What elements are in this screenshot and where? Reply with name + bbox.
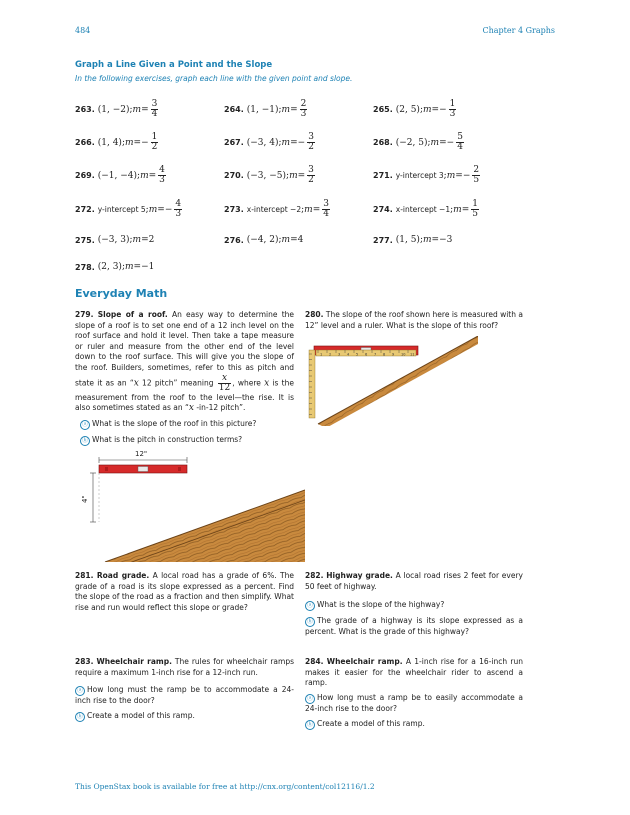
equals: = <box>297 170 306 181</box>
height-label: 4" <box>81 495 89 503</box>
exercise-265 <box>373 100 457 119</box>
intercept-text: y-intercept 3 <box>395 171 444 180</box>
ruler-vertical <box>309 350 315 418</box>
equals: = <box>290 104 298 115</box>
separator: ; <box>443 170 447 181</box>
frac-den: 5 <box>472 209 478 219</box>
label-a-icon: ⓐ <box>81 421 88 428</box>
ruler-tick-label: 2 <box>329 352 332 357</box>
negative-sign: − <box>439 104 447 115</box>
point: (−2, 5) <box>395 137 428 148</box>
frac-num: 3 <box>151 99 158 109</box>
separator: ; <box>450 204 454 215</box>
intercept-text: x-intercept −2 <box>246 205 302 214</box>
equals: = <box>290 235 298 245</box>
slope-fraction <box>307 133 315 152</box>
separator: ; <box>121 137 125 148</box>
exercise-278 <box>75 262 154 272</box>
frac-num: 1 <box>449 99 456 109</box>
intercept-text: y-intercept 5 <box>97 205 146 214</box>
exercise-282 <box>305 571 523 592</box>
separator: ; <box>427 137 431 148</box>
slope-var: m <box>446 170 456 181</box>
exercise-number: 269. <box>75 171 95 180</box>
exercise-text: A 1-inch rise for a 16-inch run makes it easier for the wheelchair rider to ascend a ramp. <box>305 657 523 688</box>
frac-den: 2 <box>151 142 158 152</box>
exercise-273 <box>224 200 331 219</box>
exercise-number: 284. <box>305 657 324 666</box>
separator: ; <box>301 204 305 215</box>
slope-var: m <box>125 137 134 148</box>
exercise-number: 267. <box>224 138 244 147</box>
equals: = <box>290 137 298 148</box>
exercise-number: 263. <box>75 105 95 114</box>
exercise-text: is <box>269 378 279 388</box>
slope-var: m <box>140 170 149 181</box>
frac-num: 5 <box>457 132 463 142</box>
point: (1, −2) <box>97 104 130 115</box>
exercise-title: Wheelchair ramp. <box>96 657 172 666</box>
frac-den: 3 <box>300 109 307 119</box>
frac-num: 3 <box>308 165 314 175</box>
exercise-270 <box>224 166 316 185</box>
frac-num: 1 <box>472 199 478 209</box>
math-var: x <box>133 378 139 389</box>
separator: ; <box>419 235 423 245</box>
exercise-title: Wheelchair ramp. <box>326 657 403 666</box>
fraction <box>218 374 231 393</box>
slope-var: m <box>281 137 291 148</box>
slope-var: m <box>132 235 142 245</box>
page-number: 484 <box>75 26 91 35</box>
width-label: 12" <box>135 450 148 458</box>
point: (2, 5) <box>395 104 420 115</box>
slope-value: −1 <box>141 262 155 272</box>
frac-den: 3 <box>449 109 456 119</box>
footer: This OpenStax book is available for free at http://cnx.org/content/col12116/1.2 <box>75 782 375 791</box>
ruler-tick-label: 5 <box>356 352 359 357</box>
exercise-277 <box>373 235 452 245</box>
negative-sign: − <box>297 137 306 148</box>
frac-den: 3 <box>175 209 182 219</box>
exercise-268 <box>373 133 465 152</box>
question-282b <box>305 616 523 638</box>
exercise-text: the measurement from the roof to the level—the rise. It is also sometimes stated as an “ <box>75 378 294 413</box>
frac-num: x <box>221 372 228 383</box>
exercise-number: 281. <box>75 571 94 580</box>
question-text: The grade of a highway is its slope expressed as a percent. What is the grade of this highway? <box>305 616 523 636</box>
question-text: What is the slope of the highway? <box>317 600 445 609</box>
separator: ; <box>278 137 282 148</box>
exercise-284 <box>305 657 523 689</box>
exercise-number: 274. <box>373 205 393 214</box>
label-b-icon: ⓑ <box>306 721 313 728</box>
separator: ; <box>129 104 133 115</box>
ruler-tick-label: 9 <box>392 352 395 357</box>
frac-den: 4 <box>323 209 329 219</box>
separator: ; <box>145 204 149 215</box>
frac-den: 2 <box>308 142 314 152</box>
question-text: How long must the ramp be to accommodate a 24-inch rise to the door? <box>75 685 294 705</box>
exercise-274 <box>373 200 480 219</box>
question-279a <box>80 419 295 430</box>
frac-num: 3 <box>308 132 314 142</box>
equals: = <box>141 104 149 115</box>
separator: ; <box>278 235 282 245</box>
label-b-icon: ⓑ <box>306 618 313 625</box>
exercise-283 <box>75 657 294 678</box>
point: (−3, −5) <box>246 170 287 181</box>
label-a-icon: ⓐ <box>306 602 313 609</box>
point: (−3, 4) <box>246 137 279 148</box>
slope-fraction <box>449 100 457 119</box>
question-text: Create a model of this ramp. <box>317 719 425 728</box>
slope-fraction <box>151 133 159 152</box>
exercise-number: 276. <box>224 235 244 245</box>
exercise-279 <box>75 310 294 414</box>
slope-fraction <box>151 100 159 119</box>
separator: ; <box>278 104 282 115</box>
exercise-number: 268. <box>373 138 393 147</box>
point: (1, −1) <box>246 104 279 115</box>
exercise-267 <box>224 133 316 152</box>
ruler-tick-label: 1 <box>320 352 323 357</box>
frac-num: 3 <box>323 199 329 209</box>
exercise-number: 277. <box>373 235 393 245</box>
slope-value: 4 <box>297 235 304 245</box>
slope-var: m <box>132 104 142 115</box>
math-var: x <box>264 378 270 389</box>
exercise-number: 280. <box>305 310 324 319</box>
question-text: Create a model of this ramp. <box>87 711 195 720</box>
exercise-266 <box>75 133 159 152</box>
ruler-tick-label: 3 <box>338 352 341 357</box>
equals: = <box>439 137 447 148</box>
slope-var: m <box>453 204 462 215</box>
equals: = <box>455 170 463 181</box>
frac-den: 4 <box>151 109 158 119</box>
exercise-text: -in-12 pitch”. <box>193 403 246 413</box>
frac-num: 2 <box>300 99 307 109</box>
frac-num: 1 <box>151 132 158 142</box>
frac-den: 3 <box>159 175 165 185</box>
slope-value: −3 <box>439 235 453 245</box>
exercise-text: The rules for wheelchair ramps require a maximum 1-inch rise for a 12-inch run. <box>75 657 294 677</box>
slope-var: m <box>148 204 158 215</box>
slope-var: m <box>289 170 298 181</box>
exercise-263 <box>75 100 159 119</box>
exercise-269 <box>75 166 167 185</box>
negative-sign: − <box>141 137 149 148</box>
separator: ; <box>129 235 133 245</box>
slope-var: m <box>304 204 313 215</box>
point: (1, 5) <box>395 235 420 245</box>
question-282a <box>305 600 523 611</box>
slope-fraction <box>456 133 464 152</box>
exercise-281 <box>75 571 294 613</box>
equals: = <box>148 170 157 181</box>
ruler-tick-label: 8 <box>383 352 386 357</box>
roof-ruler-figure <box>306 336 478 426</box>
exercise-text: An easy way to determine the slope of a roof is to set one end of a 12 inch level on the roof surface and hold it level. Then take a tape measure or ruler and measure from the other end of the level down to the roof surface. This will give you the slope of the roof. Builders, sometimes, refer to this as pitch and state it as an “ <box>75 310 294 388</box>
exercise-number: 266. <box>75 138 95 147</box>
exercise-number: 264. <box>224 105 244 114</box>
question-text: How long must a ramp be to easily accommodate a 24-inch rise to the door? <box>305 693 523 713</box>
exercise-number: 279. <box>75 310 94 319</box>
point: (1, 4) <box>97 137 122 148</box>
point: (2, 3) <box>97 262 122 272</box>
frac-den: 5 <box>473 175 480 185</box>
equals: = <box>157 204 165 215</box>
exercise-text: 12 pitch” meaning <box>138 378 217 388</box>
slope-fraction <box>322 200 330 219</box>
slope-fraction <box>300 100 308 119</box>
label-a-icon: ⓐ <box>76 687 83 694</box>
frac-num: 2 <box>473 165 480 175</box>
negative-sign: − <box>446 137 455 148</box>
exercise-number: 273. <box>224 205 244 214</box>
point: (−3, 3) <box>97 235 130 245</box>
exercise-number: 272. <box>75 205 95 214</box>
exercise-275 <box>75 235 154 245</box>
slope-var: m <box>423 235 432 245</box>
exercise-title: Highway grade. <box>326 571 393 580</box>
slope-var: m <box>125 262 134 272</box>
exercise-number: 282. <box>305 571 324 580</box>
frac-num: 4 <box>159 165 165 175</box>
exercise-280 <box>305 310 523 331</box>
exercise-text: A local road has a grade of 6%. The grade of a road is its slope expressed as a percent. Find the slope of the road as a fraction and then simplify. What rise and run would reflect this slope or grade? <box>75 571 295 612</box>
separator: ; <box>419 104 423 115</box>
exercise-text: A local road rises 2 feet for every 50 feet of highway. <box>305 571 523 591</box>
equals: = <box>133 262 142 272</box>
question-text: What is the slope of the roof in this picture? <box>92 419 257 428</box>
equals: = <box>461 204 470 215</box>
point: (−1, −4) <box>97 170 138 181</box>
section-instructions: In the following exercises, graph each line with the given point and slope. <box>75 74 353 83</box>
exercise-276 <box>224 235 303 245</box>
intercept-text: x-intercept −1 <box>395 205 451 214</box>
equals: = <box>133 137 142 148</box>
everyday-math-heading: Everyday Math <box>75 287 168 300</box>
exercise-number: 270. <box>224 171 244 180</box>
question-284a <box>305 693 523 715</box>
frac-num: 4 <box>175 199 182 209</box>
frac-den: 2 <box>308 175 314 185</box>
separator: ; <box>121 262 125 272</box>
chapter-title: Chapter 4 Graphs <box>482 26 555 35</box>
slope-var: m <box>281 104 291 115</box>
question-text: What is the pitch in construction terms? <box>92 435 243 444</box>
ruler-tick-label: 10 <box>401 352 406 357</box>
frac-den: 12 <box>218 382 231 393</box>
equals: = <box>141 235 149 245</box>
frac-den: 4 <box>457 142 463 152</box>
exercise-number: 278. <box>75 262 95 272</box>
exercise-title: Road grade. <box>96 571 150 580</box>
negative-sign: − <box>164 204 173 215</box>
separator: ; <box>286 170 290 181</box>
exercise-number: 275. <box>75 235 95 245</box>
exercise-number: 271. <box>373 171 393 180</box>
question-284b <box>305 719 523 730</box>
math-var: x <box>188 403 194 414</box>
exercise-text: The slope of the roof shown here is measured with a 12” level and a ruler. What is the slope of this roof? <box>305 310 523 330</box>
exercise-272 <box>75 200 183 219</box>
question-283b <box>75 711 294 722</box>
exercise-number: 265. <box>373 105 393 114</box>
slope-fraction <box>471 200 479 219</box>
ruler-tick-label: 6 <box>365 352 368 357</box>
slope-fraction <box>472 166 480 185</box>
slope-var: m <box>281 235 291 245</box>
roof-level-figure <box>75 450 305 562</box>
slope-fraction <box>174 200 182 219</box>
equals: = <box>312 204 321 215</box>
slope-fraction <box>307 166 315 185</box>
ruler-tick-label: 7 <box>374 352 377 357</box>
ruler-tick-label: 11 <box>410 352 415 357</box>
ruler-tick-label: 4 <box>347 352 350 357</box>
slope-value: 2 <box>148 235 155 245</box>
label-a-icon: ⓐ <box>306 695 313 702</box>
exercise-text: , where <box>232 378 265 388</box>
point: (−4, 2) <box>246 235 279 245</box>
exercise-264 <box>224 100 308 119</box>
question-279b <box>80 435 295 446</box>
equals: = <box>431 104 440 115</box>
exercise-271 <box>373 166 481 185</box>
label-b-icon: ⓑ <box>76 713 83 720</box>
question-283a <box>75 685 294 707</box>
exercise-number: 283. <box>75 657 94 666</box>
equals: = <box>431 235 440 245</box>
separator: ; <box>137 170 141 181</box>
label-b-icon: ⓑ <box>81 437 88 444</box>
slope-var: m <box>423 104 432 115</box>
negative-sign: − <box>462 170 471 181</box>
exercise-title: Slope of a roof. <box>97 310 168 319</box>
slope-fraction <box>158 166 166 185</box>
slope-var: m <box>430 137 440 148</box>
section-title: Graph a Line Given a Point and the Slope <box>75 60 273 70</box>
